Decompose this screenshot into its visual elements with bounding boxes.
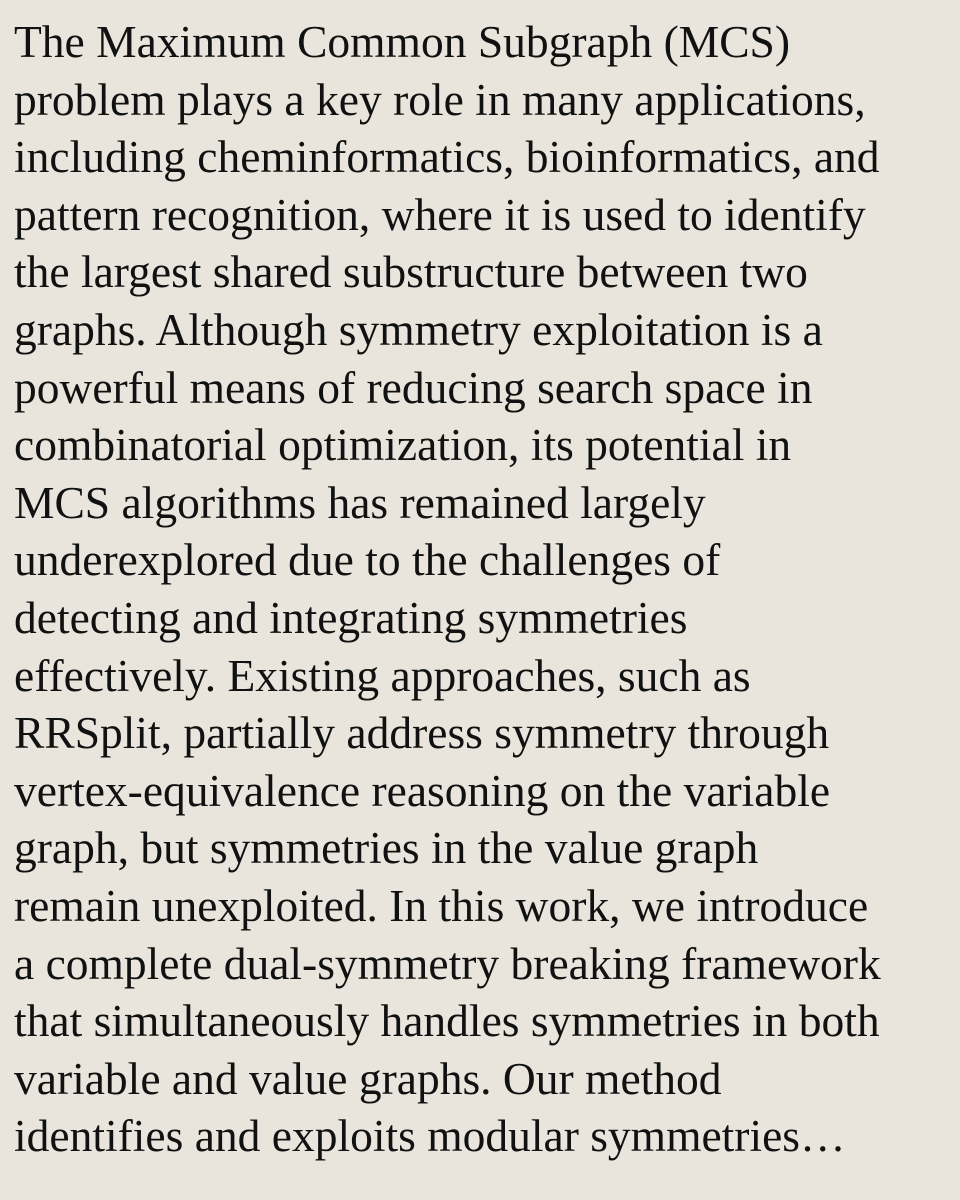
text-line-17: a complete dual-symmetry breaking framework [14,937,881,989]
text-line-13: RRSplit, partially address symmetry through [14,707,830,759]
text-line-5: the largest shared substructure between two [14,246,808,298]
text-line-10: underexplored due to the challenges of [14,534,721,586]
text-line-6: graphs. Although symmetry exploitation is a [14,303,823,355]
text-line-3: including cheminformatics, bioinformatics, and [14,131,880,183]
abstract-paragraph [14,13,940,1165]
text-line-2: problem plays a key role in many applications, [14,73,866,125]
text-line-11: detecting and integrating symmetries [14,591,688,643]
text-line-12: effectively. Existing approaches, such as [14,649,751,701]
text-line-4: pattern recognition, where it is used to identify [14,188,866,240]
text-line-19: variable and value graphs. Our method [14,1052,722,1104]
text-line-20: identifies and exploits modular symmetries… [14,1110,846,1162]
text-line-14: vertex-equivalence reasoning on the variable [14,764,831,816]
text-line-1: The Maximum Common Subgraph (MCS) [14,16,791,67]
text-line-7: powerful means of reducing search space in [14,361,813,413]
text-line-9: MCS algorithms has remained largely [14,476,706,528]
text-line-15: graph, but symmetries in the value graph [14,822,759,874]
text-line-8: combinatorial optimization, its potential in [14,419,792,471]
text-line-16: remain unexploited. In this work, we introduce [14,879,869,931]
text-line-18: that simultaneously handles symmetries in both [14,995,880,1047]
